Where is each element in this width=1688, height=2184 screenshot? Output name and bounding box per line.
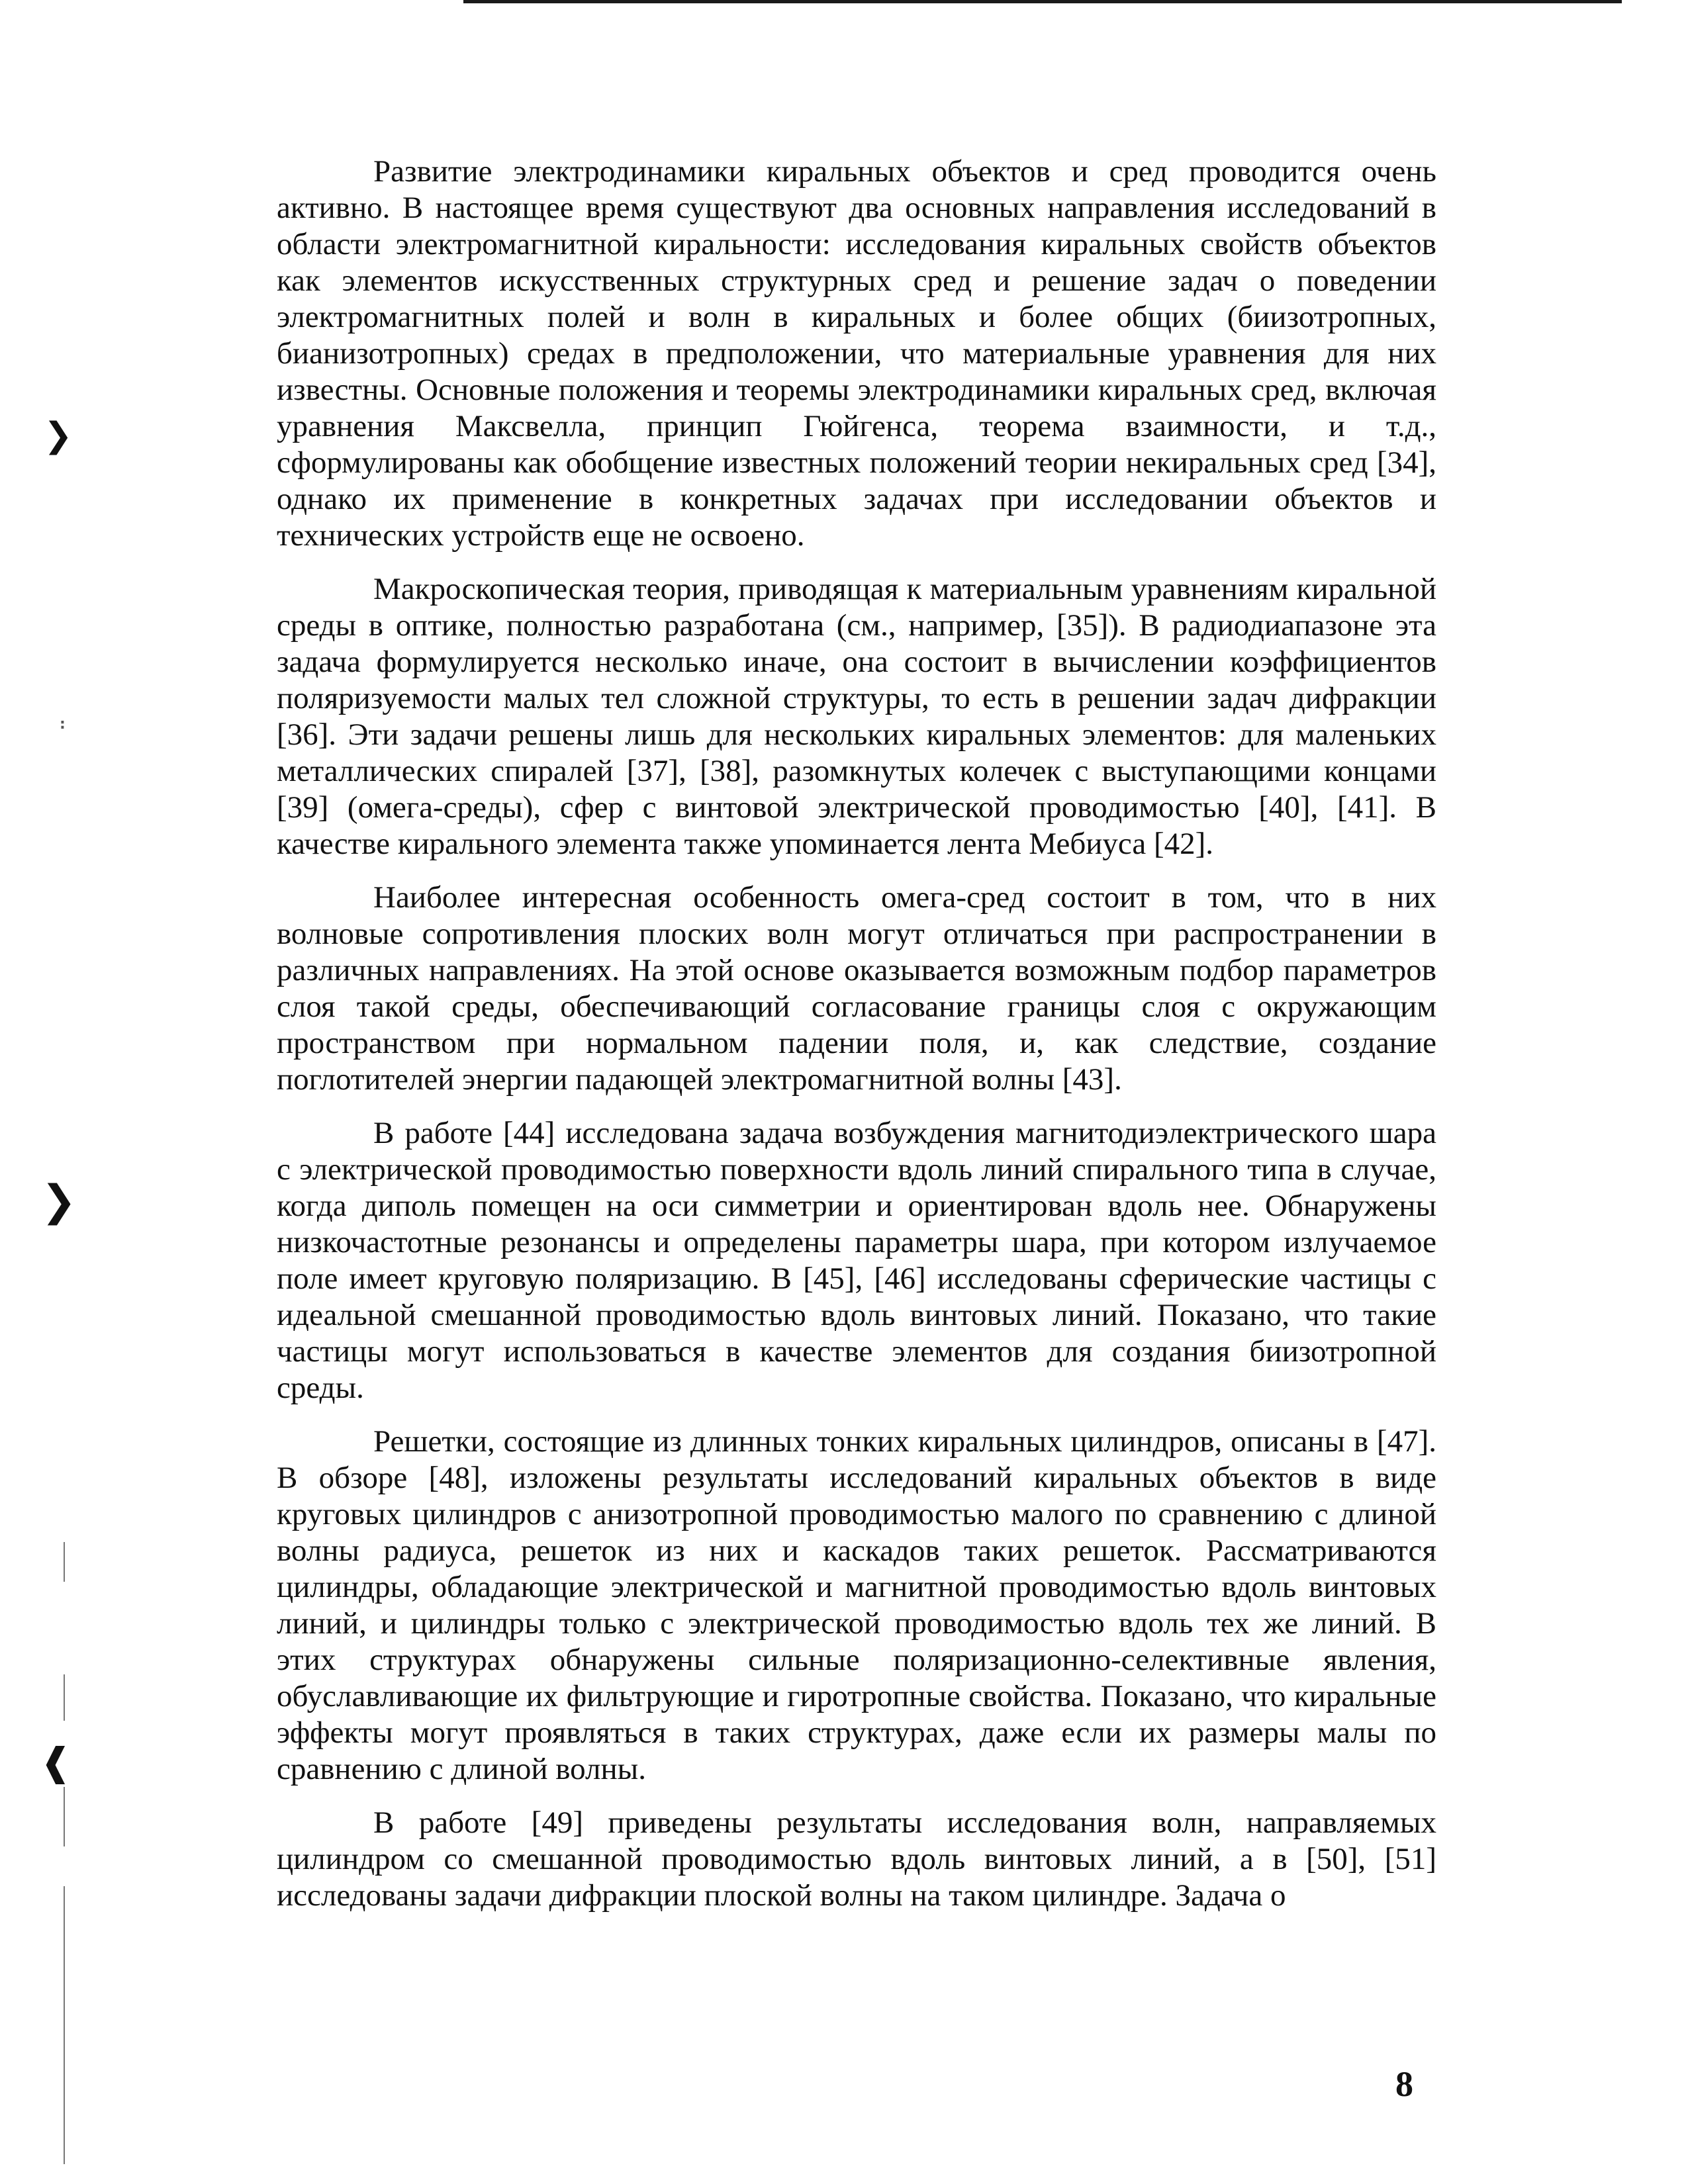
binding-edge-line-4 (64, 1886, 65, 2164)
paragraph-4: В работе [44] исследована задача возбуждения магнитодиэлектрического шара с электрической проводимостью поверхности вдоль линий спирального типа в случае, когда диполь помещен на оси симметрии и ориентирован вдоль нее. Обнаружены низкочастотные резонансы и определены параметры шара, при котором излучаемое поле имеет круговую поляризацию. В [45], [46] исследованы сферические частицы с идеальной смешанной проводимостью вдоль винтовых линий. Показано, что такие частицы могут использоваться в качестве элементов для создания биизотропной среды. (277, 1116, 1436, 1405)
paragraph-5: Решетки, состоящие из длинных тонких киральных цилиндров, описаны в [47]. В обзоре [48], изложены результаты исследований киральных объектов в виде круговых цилиндров с анизотропной проводимостью малого по сравнению с длиной волны радиуса, решеток из них и каскадов таких решеток. Рассматриваются цилиндры, обладающие электрической и магнитной проводимостью вдоль винтовых линий, и цилиндры только с электрической проводимостью вдоль тех же линий. В этих структурах обнаружены сильные поляризационно-селективные явления, обуславливающие их фильтрующие и гиротропные свойства. Показано, что киральные эффекты могут проявляться в таких структурах, даже если их размеры малы по сравнению с длиной волны. (277, 1424, 1436, 1786)
document-body (277, 154, 1436, 1931)
paragraph-6: В работе [49] приведены результаты исследования волн, направляемых цилиндром со смешанной проводимостью вдоль винтовых линий, а в [50], [51] исследованы задачи дифракции плоской волны на таком цилиндре. Задача о (277, 1805, 1436, 1913)
paragraph-2: Макроскопическая теория, приводящая к материальным уравнениям киральной среды в оптике, полностью разработана (см., например, [35]). В радиодиапазоне эта задача формулируется несколько иначе, она состоит в вычислении коэффициентов поляризуемости малых тел сложной структуры, то есть в решении задач дифракции [36]. Эти задачи решены лишь для нескольких киральных элементов: для маленьких металлических спиралей [37], [38], разомкнутых колечек с выступающими концами [39] (омега-среды), сфер с винтовой электрической проводимостью [40], [41]. В качестве кирального элемента также упоминается лента Мебиуса [42]. (277, 572, 1436, 861)
paragraph-3: Наиболее интересная особенность омега-сред состоит в том, что в них волновые сопротивления плоских волн могут отличаться при распространении в различных направлениях. На этой основе оказывается возможным подбор параметров слоя такой среды, обеспечивающий согласование границы слоя с окружающим пространством при нормальном падении поля, и, как следствие, создание поглотителей энергии падающей электромагнитной волны [43]. (277, 880, 1436, 1097)
binding-mark-1: ❯ (44, 416, 73, 455)
binding-mark-2: : (60, 716, 66, 733)
page-number: 8 (1395, 2064, 1413, 2104)
binding-edge-line-1 (64, 1542, 65, 1582)
binding-mark-4: ❰ (40, 1739, 72, 1784)
binding-mark-3: ❯ (41, 1177, 77, 1226)
top-border-line (463, 0, 1622, 3)
binding-edge-line-3 (64, 1787, 65, 1846)
paragraph-1: Развитие электродинамики киральных объектов и сред проводится очень активно. В настоящее время существуют два основных направления исследований в области электромагнитной киральности: исследования киральных свойств объектов как элементов искусственных структурных сред и решение задач о поведении электромагнитных полей и волн в киральных и более общих (биизотропных, бианизотропных) средах в предположении, что материальные уравнения для них известны. Основные положения и теоремы электродинамики киральных сред, включая уравнения Максвелла, принцип Гюйгенса, теорема взаимности, и т.д., сформулированы как обобщение известных положений теории некиральных сред [34], однако их применение в конкретных задачах при исследовании объектов и технических устройств еще не освоено. (277, 154, 1436, 553)
binding-edge-line-2 (64, 1674, 65, 1721)
